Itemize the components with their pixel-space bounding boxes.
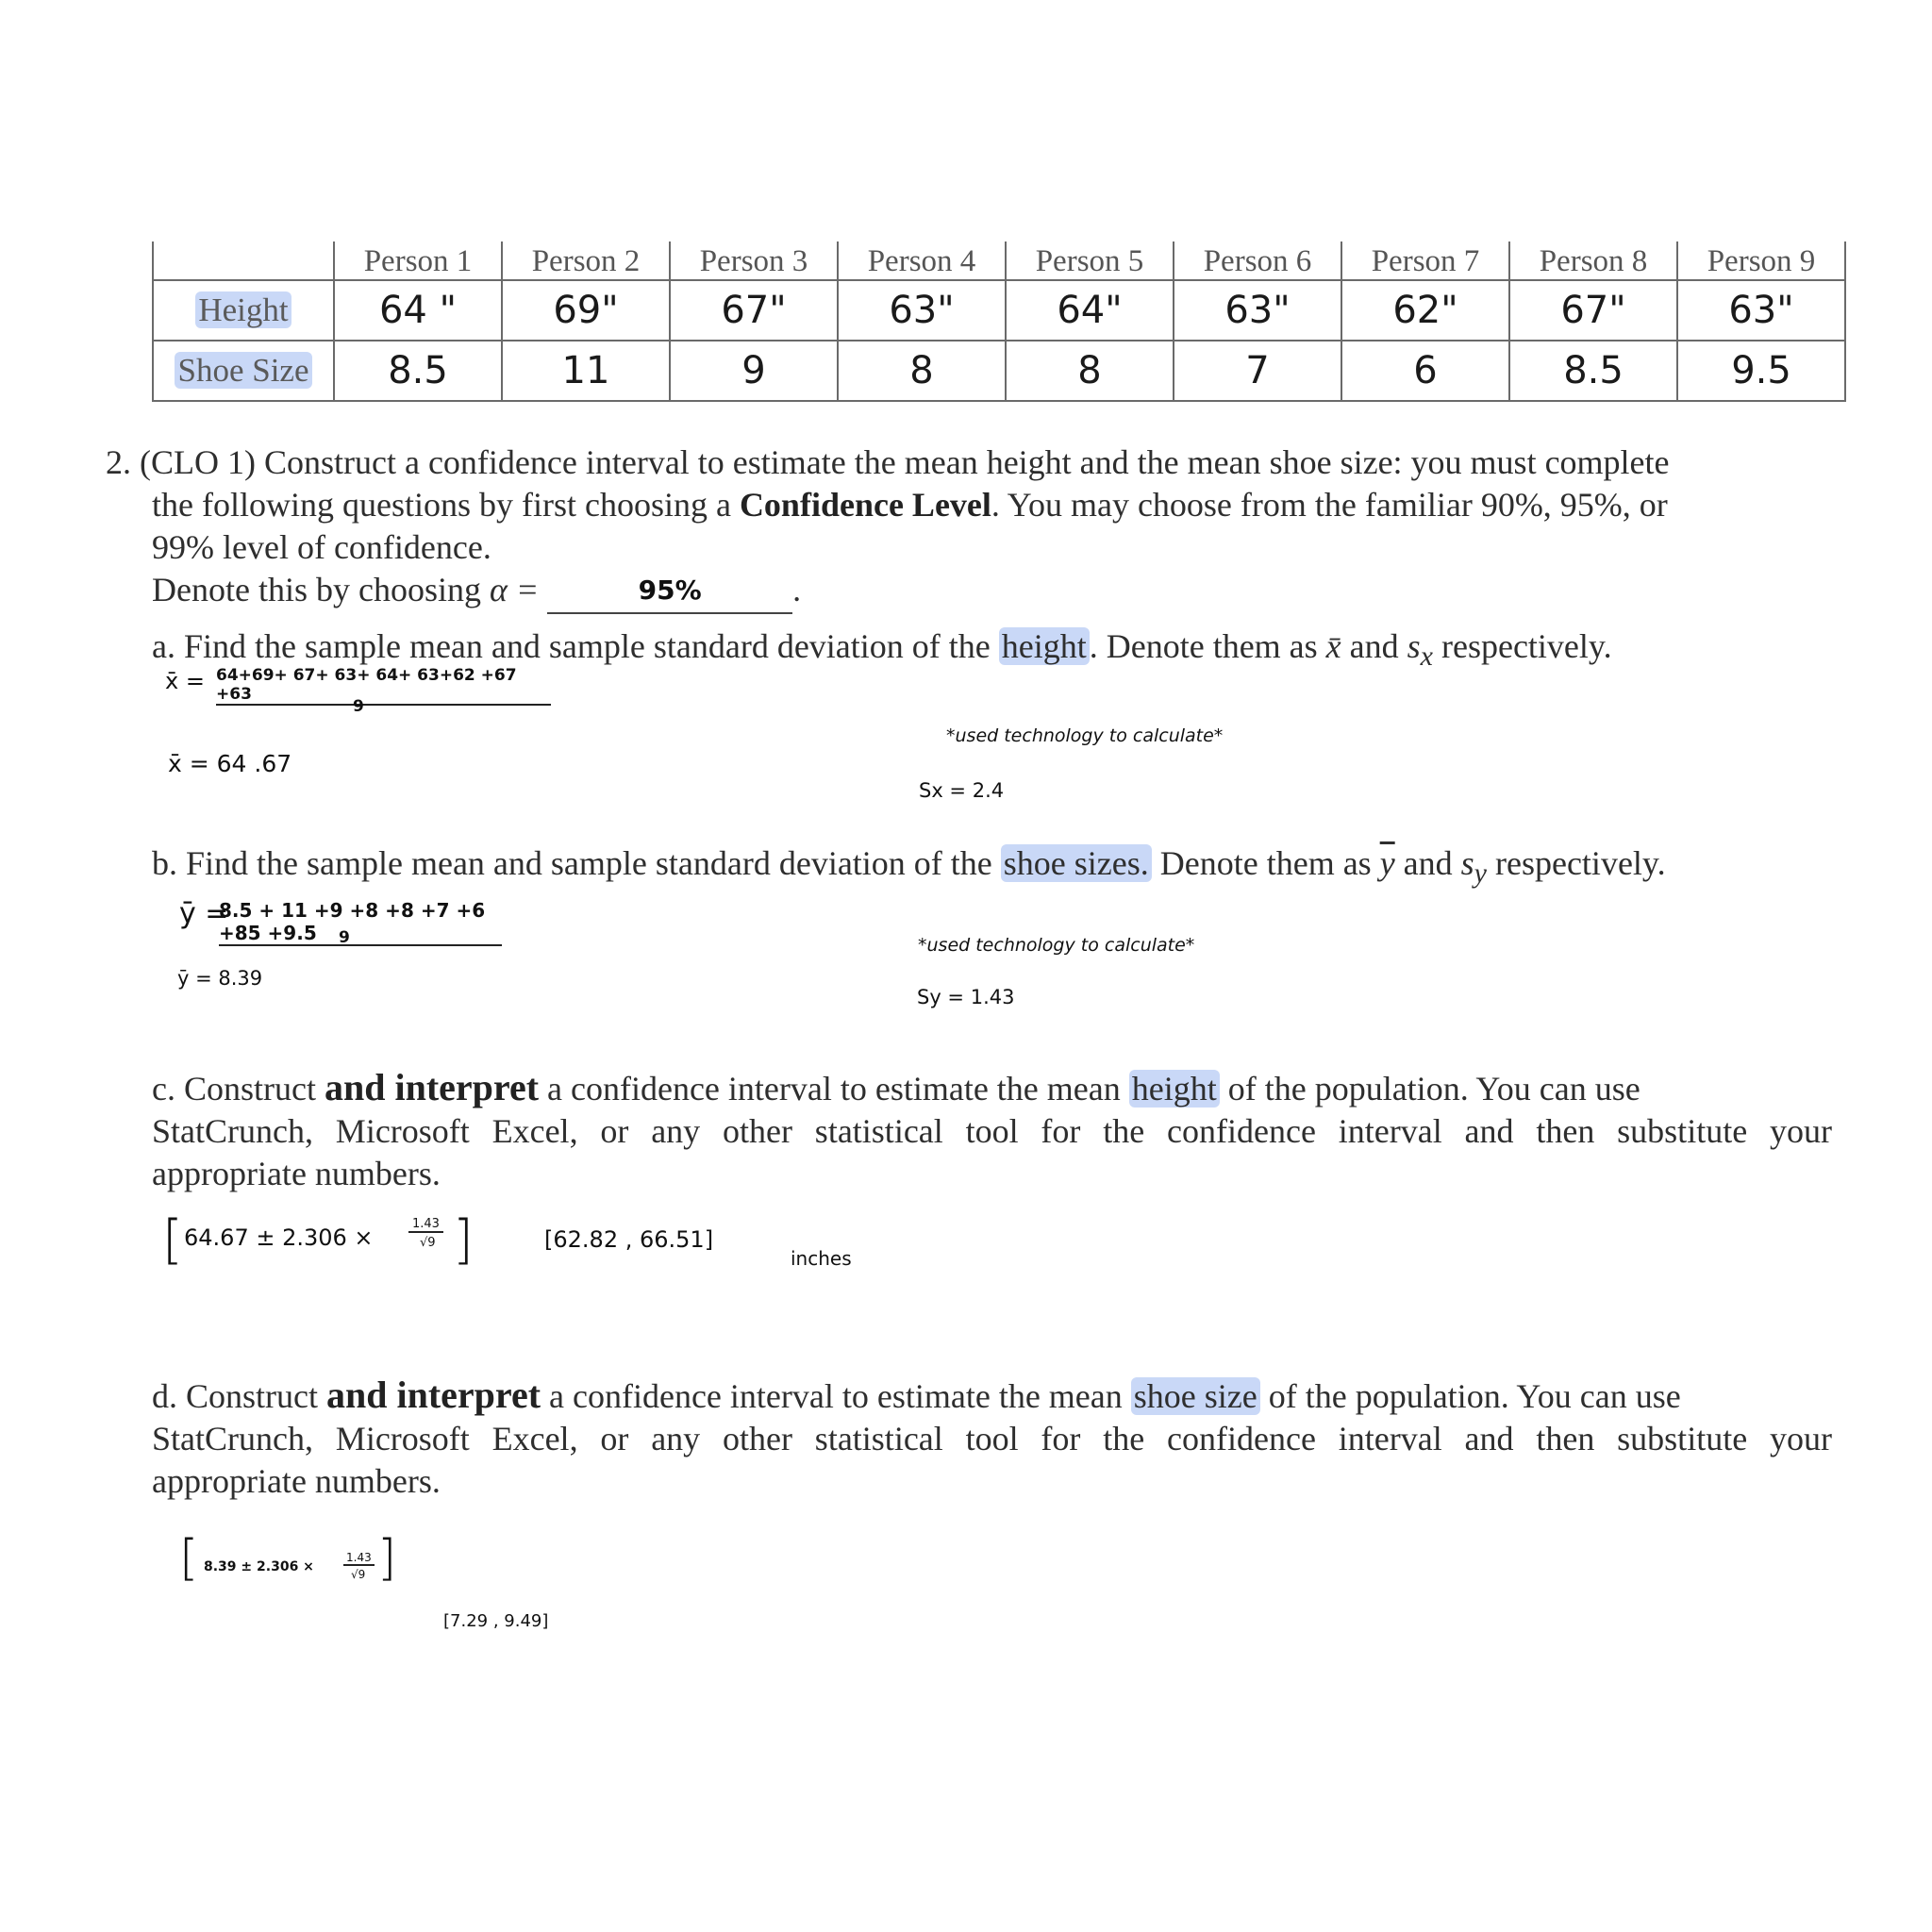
header-person-8: Person 8 (1509, 242, 1677, 280)
row-label-height (153, 280, 334, 341)
table-cell (838, 341, 1006, 401)
part-d-highlight-shoe-size: shoe size (1131, 1377, 1260, 1415)
ybar-symbol: $\overline{y}$ (1379, 844, 1395, 882)
part-d-text-1: d. Construct (152, 1377, 326, 1415)
header-person-5: Person 5 (1006, 242, 1174, 280)
part-b-sd-result: Sy = 1.43 (917, 986, 1015, 1008)
header-person-6: Person 6 (1174, 242, 1341, 280)
table-cell (1509, 341, 1677, 401)
table-cell (1006, 341, 1174, 401)
part-b-text-2: Denote them as (1151, 844, 1380, 882)
shoe-value-8: 8.5 (1563, 349, 1624, 392)
part-a-text-1: a. Find the sample mean and sample standard deviation of the (152, 627, 999, 665)
part-d-text-3: of the population. You can use (1259, 1377, 1681, 1415)
confidence-level-term: Confidence Level (739, 486, 991, 524)
part-b-formula-lhs: ȳ = (179, 897, 229, 930)
part-b-tech-note: *used technology to calculate* (918, 935, 1195, 956)
part-c-text-3: of the population. You can use (1219, 1070, 1641, 1108)
shoe-value-7: 6 (1413, 349, 1438, 392)
part-d-bracket-right: ] (377, 1530, 397, 1587)
part-c-unit: inches (791, 1247, 852, 1270)
part-b-formula-denominator: 9 (339, 928, 350, 947)
question-2-text-2a: the following questions by first choosing a (152, 486, 740, 524)
part-d-text-2: a confidence interval to estimate the mean (541, 1377, 1131, 1415)
part-c-calc-fraction-numerator: 1.43 (408, 1217, 443, 1233)
part-c-interval: [62.82 , 66.51] (544, 1226, 714, 1253)
part-a-text-3: respectively. (1432, 627, 1612, 665)
part-b-and: and (1394, 844, 1461, 882)
table-cell (334, 280, 502, 341)
part-c-text-2: a confidence interval to estimate the mean (539, 1070, 1129, 1108)
table-row-height (153, 280, 1845, 341)
part-a-mean-result: x̄ = 64 .67 (168, 750, 292, 777)
part-d-bracket-left: [ (179, 1530, 199, 1587)
part-d-prompt-line-2: StatCrunch, Microsoft Excel, or any other statistical tool for the confidence interval and then substitute your (152, 1420, 1832, 1457)
table-corner-cell (153, 242, 334, 280)
part-b-formula-numerator: 8.5 + 11 +9 +8 +8 +7 +6 +85 +9.5 (219, 899, 502, 946)
part-a-sd-result: Sx = 2.4 (919, 779, 1005, 802)
shoe-value-5: 8 (1077, 349, 1102, 392)
part-c-calc-fraction-denominator: √9 (420, 1236, 436, 1250)
table-cell (670, 280, 838, 341)
header-person-1: Person 1 (334, 242, 502, 280)
question-number: 2. (106, 443, 131, 481)
part-d-calc-fraction-numerator: 1.43 (343, 1551, 375, 1566)
table-cell (1174, 341, 1341, 401)
part-b-highlight-shoe-sizes: shoe sizes. (1001, 844, 1152, 882)
question-2-text-1: (CLO 1) Construct a confidence interval to estimate the mean height and the mean shoe size: you must complete (140, 443, 1670, 481)
shoe-value-6: 7 (1245, 349, 1270, 392)
table-row-shoe-size (153, 341, 1845, 401)
shoe-value-1: 8.5 (388, 349, 448, 392)
header-person-4: Person 4 (838, 242, 1006, 280)
part-a-formula-lhs: x̄ = (165, 668, 205, 694)
table-cell (1509, 280, 1677, 341)
shoe-value-4: 8 (909, 349, 934, 392)
header-person-7: Person 7 (1341, 242, 1509, 280)
row-label-shoe-size (153, 341, 334, 401)
table-cell (1174, 280, 1341, 341)
part-d-interval-values: 7.29 , 9.49 (450, 1611, 542, 1631)
alpha-answer: 95% (638, 575, 702, 606)
alpha-line-text: Denote this by choosing (152, 571, 490, 608)
shoe-value-3: 9 (741, 349, 766, 392)
table-cell (1341, 280, 1509, 341)
table-cell (502, 341, 670, 401)
shoe-value-2: 11 (561, 349, 610, 392)
header-person-2: Person 2 (502, 242, 670, 280)
part-b-mean-result: ȳ = 8.39 (177, 967, 263, 990)
height-value-6: 63" (1224, 289, 1291, 332)
table-cell (1677, 280, 1845, 341)
height-value-4: 63" (889, 289, 955, 332)
part-c-bold: and interpret (324, 1066, 540, 1108)
header-person-3: Person 3 (670, 242, 838, 280)
part-a-and: and (1341, 627, 1407, 665)
alpha-line (152, 568, 801, 616)
table-cell (334, 341, 502, 401)
part-a-formula-denominator: 9 (353, 697, 364, 716)
height-value-5: 64" (1057, 289, 1123, 332)
part-d-interval: [7.29 , 9.49] (443, 1611, 549, 1631)
part-c-prompt-line-2: StatCrunch, Microsoft Excel, or any other statistical tool for the confidence interval and then substitute your (152, 1112, 1832, 1150)
part-b-prompt (152, 841, 1666, 895)
row-label-height-text: Height (195, 291, 291, 328)
question-2-line-3: 99% level of confidence. (152, 528, 491, 566)
table-cell (1006, 280, 1174, 341)
height-value-1: 64 " (378, 289, 457, 332)
alpha-symbol: α = (489, 571, 540, 608)
part-a-tech-note: *used technology to calculate* (946, 725, 1224, 746)
part-a-highlight-height: height (999, 627, 1090, 665)
table-cell (1341, 341, 1509, 401)
part-d-calc-main: 8.39 ± 2.306 × (204, 1559, 314, 1574)
part-a-formula-numerator: 64+69+ 67+ 63+ 64+ 63+62 +67 +63 (216, 666, 551, 706)
alpha-answer-blank (547, 566, 792, 614)
question-2-line-1 (106, 441, 1832, 484)
table-cell (670, 341, 838, 401)
alpha-line-period: . (792, 571, 802, 608)
table-header-row (153, 242, 1845, 280)
sy-subscript: y (1474, 858, 1487, 890)
header-person-9: Person 9 (1677, 242, 1845, 280)
part-d-bold: and interpret (326, 1374, 541, 1416)
data-table (152, 242, 1846, 402)
part-a-text-2: . Denote them as (1089, 627, 1326, 665)
table-cell (838, 280, 1006, 341)
part-c-bracket-right: ] (453, 1209, 474, 1271)
part-c-calc-main: 64.67 ± 2.306 × (184, 1224, 374, 1251)
part-c-interval-values: 62.82 , 66.51 (553, 1226, 705, 1253)
table-cell (502, 280, 670, 341)
sy-symbol: s (1460, 844, 1474, 882)
part-d-prompt-line-3: appropriate numbers. (152, 1462, 441, 1500)
xbar-symbol: x̄ (1325, 627, 1341, 665)
part-c-highlight-height: height (1129, 1070, 1220, 1108)
question-2-text-2b: . You may choose from the familiar 90%, 95%, or (991, 486, 1668, 524)
part-b-text-3: respectively. (1487, 844, 1666, 882)
height-value-8: 67" (1560, 289, 1626, 332)
part-c-prompt-line-3: appropriate numbers. (152, 1155, 441, 1192)
part-d-prompt-line-1 (152, 1374, 1832, 1418)
table-cell (1677, 341, 1845, 401)
sx-subscript: x (1420, 641, 1433, 673)
height-value-9: 63" (1728, 289, 1794, 332)
part-b-text-1: b. Find the sample mean and sample standard deviation of the (152, 844, 1001, 882)
part-c-text-1: c. Construct (152, 1070, 325, 1108)
part-c-bracket-left: [ (162, 1209, 183, 1271)
part-d-calc-fraction-denominator: √9 (351, 1568, 366, 1581)
part-c-prompt-line-1 (152, 1066, 1832, 1110)
shoe-value-9: 9.5 (1731, 349, 1791, 392)
height-value-7: 62" (1392, 289, 1458, 332)
question-2-line-2 (152, 483, 1832, 526)
height-value-2: 69" (553, 289, 619, 332)
row-label-shoe-size-text: Shoe Size (175, 352, 311, 389)
height-value-3: 67" (721, 289, 787, 332)
sx-symbol: s (1407, 627, 1421, 665)
